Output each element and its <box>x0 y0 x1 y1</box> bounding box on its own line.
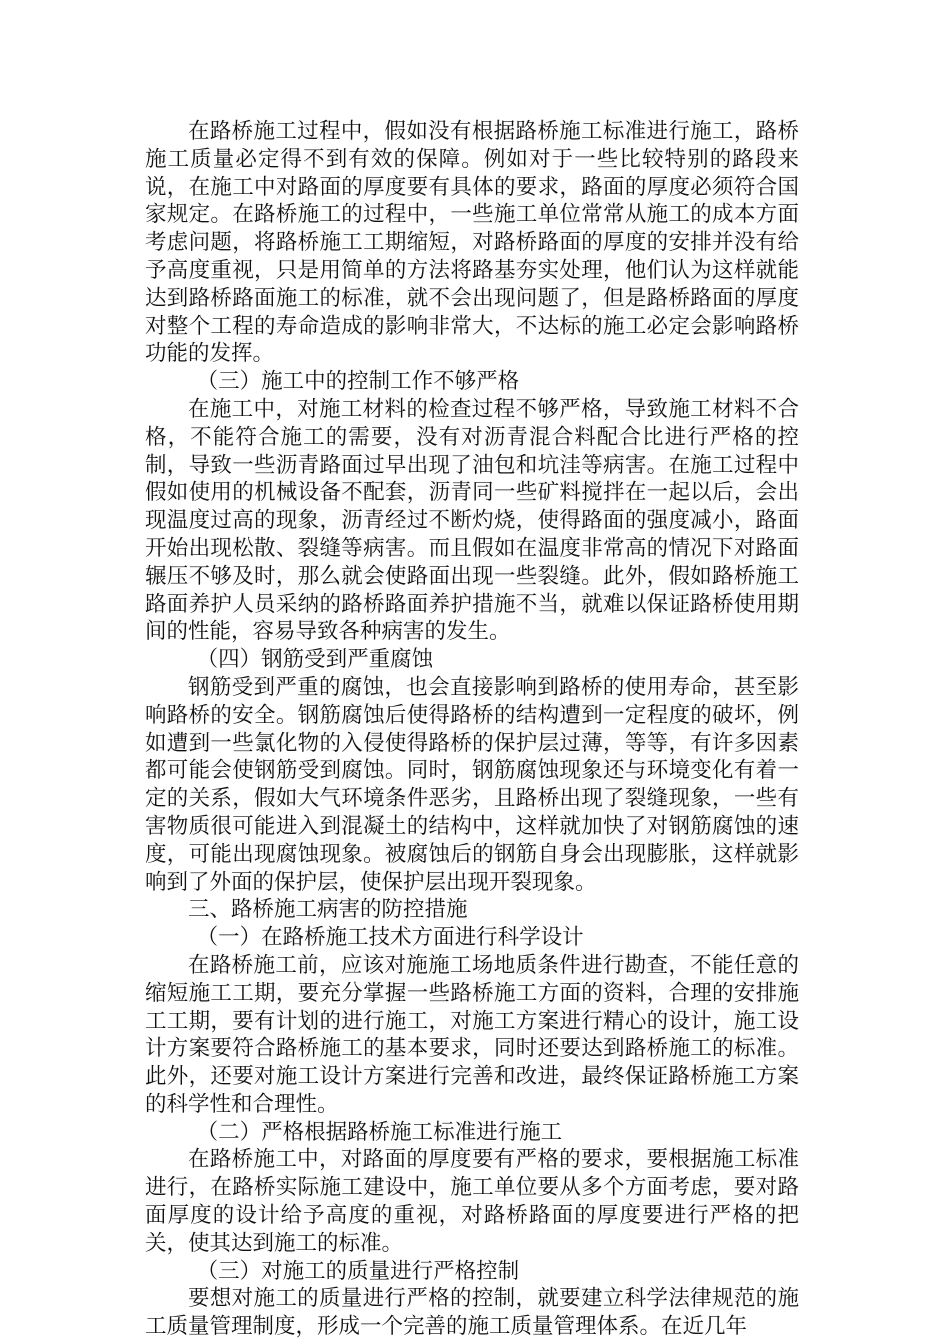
section-heading-follow-standards: （二）严格根据路桥施工标准进行施工 <box>196 1119 563 1145</box>
document-body <box>145 118 799 1341</box>
paragraph-scientific-design: 在路桥施工前，应该对施施工场地质条件进行勘查，不能任意的缩短施工工期，要充分掌握一些路桥施工方面的资料，合理的安排施工工期，要有计划的进行施工，对施工方案进行精心的设计，施工设计方案要符合路桥施工的基本要求，同时还要达到路桥施工的标准。此外，还要对施工设计方案进行完善和改进，最终保证路桥施工方案的科学性和合理性。 <box>145 952 799 1117</box>
chapter-heading-prevention-measures: 三、路桥施工病害的防控措施 <box>188 897 468 923</box>
section-heading-quality-control: （三）对施工的质量进行严格控制 <box>196 1258 520 1284</box>
paragraph-road-thickness: 在路桥施工过程中，假如没有根据路桥施工标准进行施工，路桥施工质量必定得不到有效的保障。例如对于一些比较特别的路段来说，在施工中对路面的厚度要有具体的要求，路面的厚度必须符合国家规定。在路桥施工的过程中，一些施工单位常常从施工的成本方面考虑问题，将路桥施工工期缩短，对路桥路面的厚度的安排并没有给予高度重视，只是用简单的方法将路基夯实处理，他们认为这样就能达到路桥路面施工的标准，就不会出现问题了，但是路桥路面的厚度对整个工程的寿命造成的影响非常大，不达标的施工必定会影响路桥功能的发挥。 <box>145 119 799 367</box>
paragraph-material-control: 在施工中，对施工材料的检查过程不够严格，导致施工材料不合格，不能符合施工的需要，没有对沥青混合料配合比进行严格的控制，导致一些沥青路面过早出现了油包和坑洼等病害。在施工过程中假如使用的机械设备不配套，沥青同一些矿料搅拌在一起以后，会出现温度过高的现象，沥青经过不断灼烧，使得路面的强度减小，路面开始出现松散、裂缝等病害。而且假如在温度非常高的情况下对路面辗压不够及时，那么就会使路面出现一些裂缝。此外，假如路桥施工路面养护人员采纳的路桥路面养护措施不当，就难以保证路桥使用期间的性能，容易导致各种病害的发生。 <box>145 396 799 645</box>
section-heading-rebar-corrosion: （四）钢筋受到严重腐蚀 <box>196 647 434 673</box>
paragraph-quality-control: 要想对施工的质量进行严格的控制，就要建立科学法律规范的施工质量管理制度，形成一个完善的施工质量管理体系。在近几年 <box>145 1286 799 1340</box>
section-heading-scientific-design: （一）在路桥施工技术方面进行科学设计 <box>196 925 584 951</box>
paragraph-follow-standards: 在路桥施工中，对路面的厚度要有严格的要求，要根据施工标准进行，在路桥实际施工建设中，施工单位要从多个方面考虑，要对路面厚度的设计给予高度的重视，对路桥路面的厚度要进行严格的把关，使其达到施工的标准。 <box>145 1147 799 1256</box>
paragraph-rebar-corrosion: 钢筋受到严重的腐蚀，也会直接影响到路桥的使用寿命，甚至影响路桥的安全。钢筋腐蚀后使得路桥的结构遭到一定程度的破坏，例如遭到一些氯化物的入侵使得路桥的保护层过薄，等等，有许多因素都可能会使钢筋受到腐蚀。同时，钢筋腐蚀现象还与环境变化有着一定的关系，假如大气环境条件恶劣，且路桥出现了裂缝现象，一些有害物质很可能进入到混凝土的结构中，这样就加快了对钢筋腐蚀的速度，可能出现腐蚀现象。被腐蚀后的钢筋自身会出现膨胀，这样就影响到了外面的保护层，使保护层出现开裂现象。 <box>145 674 799 895</box>
section-heading-control-not-strict: （三）施工中的控制工作不够严格 <box>196 369 520 395</box>
